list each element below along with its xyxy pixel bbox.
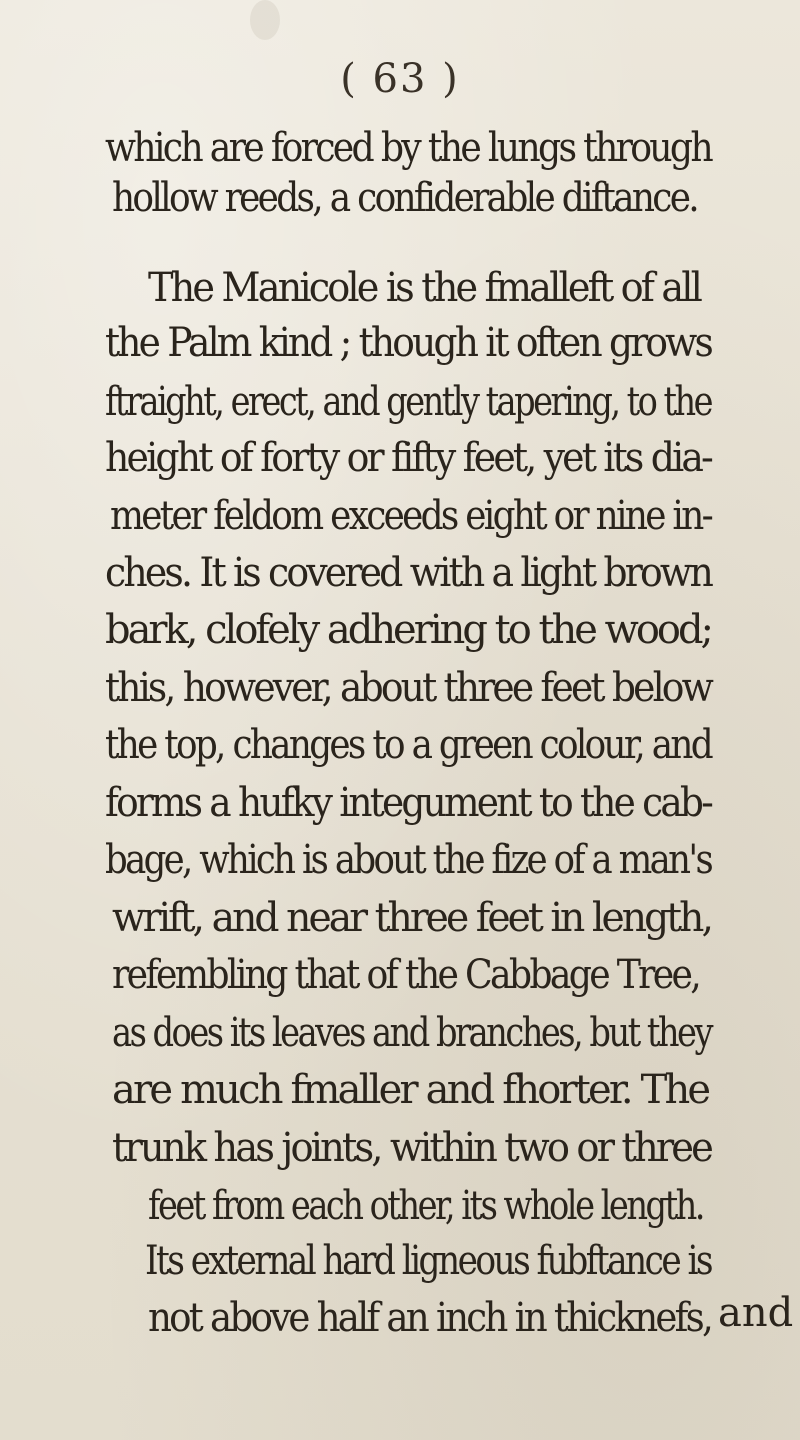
text-line: bage, which is about the fize of a man's	[105, 837, 712, 883]
page-number: ( 63 )	[340, 56, 460, 102]
text-line: height of forty or fifty feet, yet its dia-	[105, 435, 712, 481]
text-line: ftraight, erect, and gently tapering, to the	[105, 379, 711, 425]
paper-smudge	[250, 0, 280, 40]
text-line: bark, clofely adhering to the wood;	[105, 607, 712, 653]
text-line: as does its leaves and branches, but they	[112, 1010, 711, 1056]
text-line: ches. It is covered with a light brown	[105, 550, 711, 596]
text-line: The Manicole is the fmalleft of all	[148, 265, 700, 311]
text-line: meter feldom exceeds eight or nine in-	[110, 493, 712, 539]
text-line: hollow reeds, a confiderable diftance.	[112, 175, 698, 221]
text-line: are much fmaller and fhorter. The	[112, 1067, 709, 1113]
text-line: wrift, and near three feet in length,	[112, 895, 712, 941]
text-line: Its external hard ligneous fubftance is	[145, 1238, 711, 1284]
text-line: trunk has joints, within two or three	[112, 1125, 711, 1171]
text-line: this, however, about three feet below	[105, 665, 712, 711]
text-line: refembling that of the Cabbage Tree,	[112, 952, 700, 998]
text-line: not above half an inch in thicknefs,	[148, 1295, 712, 1341]
text-line: which are forced by the lungs through	[105, 125, 712, 171]
text-line: the Palm kind ; though it often grows	[105, 320, 712, 366]
text-line: forms a hufky integument to the cab-	[105, 780, 711, 826]
text-line: feet from each other, its whole length.	[148, 1183, 703, 1229]
catchword: and	[718, 1290, 794, 1336]
text-line: the top, changes to a green colour, and	[105, 722, 712, 768]
